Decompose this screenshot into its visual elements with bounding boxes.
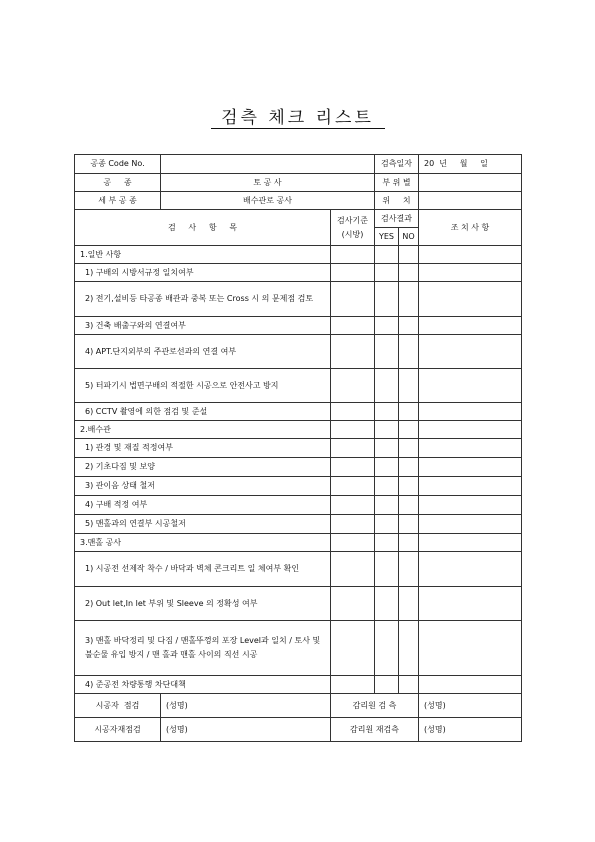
- checklist-row: [75, 403, 522, 421]
- checklist-row: [75, 369, 522, 403]
- checklist-row: [75, 587, 522, 621]
- checklist-item-text: 1) 관경 및 재질 적정여부: [75, 439, 331, 458]
- checklist-item-text: 1) 구배의 시방서규정 일치여부: [75, 264, 331, 282]
- action-cell[interactable]: [419, 335, 522, 369]
- section-title: 1.일반 사항: [75, 246, 331, 264]
- checklist-row: [75, 515, 522, 534]
- yes-cell[interactable]: [375, 246, 399, 264]
- action-cell[interactable]: [419, 587, 522, 621]
- action-cell[interactable]: [419, 458, 522, 477]
- no-cell[interactable]: [399, 403, 419, 421]
- checklist-item-text: 4) APT.단지외부의 주관로선과의 연결 여부: [75, 335, 331, 369]
- checklist-row: [75, 264, 522, 282]
- action-cell[interactable]: [419, 496, 522, 515]
- standard-cell[interactable]: [331, 676, 375, 694]
- no-cell[interactable]: [399, 587, 419, 621]
- no-cell[interactable]: [399, 621, 419, 676]
- no-cell[interactable]: [399, 458, 419, 477]
- checklist-row: [75, 335, 522, 369]
- header-standard: [331, 210, 375, 246]
- checklist-row: [75, 552, 522, 587]
- info-row-detail: [75, 192, 522, 210]
- checklist-table: [74, 154, 522, 742]
- header-items: 검 사 항 목: [75, 210, 331, 246]
- checklist-item-text: 2) 기초다짐 및 보양: [75, 458, 331, 477]
- position-value[interactable]: [419, 192, 522, 210]
- signature-row: [75, 718, 522, 742]
- standard-cell[interactable]: [331, 282, 375, 317]
- standard-cell[interactable]: [331, 317, 375, 335]
- work-value[interactable]: 토 공 사: [161, 174, 375, 192]
- standard-cell[interactable]: [331, 335, 375, 369]
- no-cell[interactable]: [399, 515, 419, 534]
- section-row: [75, 534, 522, 552]
- standard-cell[interactable]: [331, 621, 375, 676]
- checklist-row: [75, 439, 522, 458]
- checklist-item-text: 6) CCTV 촬영에 의한 점검 및 준설: [75, 403, 331, 421]
- checklist-row: [75, 496, 522, 515]
- checklist-item-text: 2) Out let,In let 부위 및 Sleeve 의 정확성 여부: [75, 587, 331, 621]
- section-row: [75, 246, 522, 264]
- section-title: 3.맨홀 공사: [75, 534, 331, 552]
- no-cell[interactable]: [399, 264, 419, 282]
- signature-value[interactable]: (성명): [419, 694, 522, 718]
- date-label: 검측일자: [375, 155, 419, 174]
- header-result: 검사결과: [375, 210, 419, 228]
- yes-cell[interactable]: [375, 335, 399, 369]
- standard-cell[interactable]: [331, 458, 375, 477]
- standard-cell[interactable]: [331, 403, 375, 421]
- yes-cell[interactable]: [375, 496, 399, 515]
- standard-cell[interactable]: [331, 477, 375, 496]
- yes-cell[interactable]: [375, 477, 399, 496]
- no-cell[interactable]: [399, 369, 419, 403]
- action-cell[interactable]: [419, 534, 522, 552]
- no-cell[interactable]: [399, 676, 419, 694]
- checklist-item-text: 4) 구배 적정 여부: [75, 496, 331, 515]
- action-cell[interactable]: [419, 439, 522, 458]
- checklist-row: [75, 477, 522, 496]
- checklist-item-text: 2) 전기,설비등 타공종 배관과 중복 또는 Cross 시 의 문제점 검토: [75, 282, 331, 317]
- action-cell[interactable]: [419, 403, 522, 421]
- yes-cell[interactable]: [375, 621, 399, 676]
- yes-cell[interactable]: [375, 458, 399, 477]
- no-cell[interactable]: [399, 421, 419, 439]
- code-label: 공종 Code No.: [75, 155, 161, 174]
- action-cell[interactable]: [419, 676, 522, 694]
- no-cell[interactable]: [399, 335, 419, 369]
- yes-cell[interactable]: [375, 421, 399, 439]
- header-no: NO: [399, 228, 419, 246]
- yes-cell[interactable]: [375, 587, 399, 621]
- standard-cell[interactable]: [331, 264, 375, 282]
- info-row-code: [75, 155, 522, 174]
- section-title: 2.배수관: [75, 421, 331, 439]
- signature-label: 감리원 재검측: [331, 718, 419, 742]
- location-label: 부 위 별: [375, 174, 419, 192]
- yes-cell[interactable]: [375, 403, 399, 421]
- yes-cell[interactable]: [375, 676, 399, 694]
- title-underline: [211, 128, 385, 129]
- checklist-item-text: 3) 관이음 상태 철저: [75, 477, 331, 496]
- detail-value[interactable]: 배수관로 공사: [161, 192, 375, 210]
- standard-cell[interactable]: [331, 439, 375, 458]
- action-cell[interactable]: [419, 369, 522, 403]
- standard-cell[interactable]: [331, 552, 375, 587]
- action-cell[interactable]: [419, 246, 522, 264]
- position-label: 위 치: [375, 192, 419, 210]
- action-cell[interactable]: [419, 421, 522, 439]
- action-cell[interactable]: [419, 477, 522, 496]
- checklist-row: [75, 282, 522, 317]
- code-value[interactable]: [161, 155, 375, 174]
- standard-cell[interactable]: [331, 515, 375, 534]
- signature-value[interactable]: (성명): [161, 718, 331, 742]
- standard-cell[interactable]: [331, 587, 375, 621]
- action-cell[interactable]: [419, 515, 522, 534]
- no-cell[interactable]: [399, 534, 419, 552]
- no-cell[interactable]: [399, 317, 419, 335]
- checklist-row: [75, 676, 522, 694]
- no-cell[interactable]: [399, 496, 419, 515]
- signature-value[interactable]: (성명): [419, 718, 522, 742]
- no-cell[interactable]: [399, 246, 419, 264]
- standard-cell[interactable]: [331, 534, 375, 552]
- no-cell[interactable]: [399, 552, 419, 587]
- signature-label: 시공자재점검: [75, 718, 161, 742]
- checklist-item-text: 4) 준공전 차량통행 차단대책: [75, 676, 331, 694]
- date-value[interactable]: 20 년 월 일: [419, 155, 522, 174]
- yes-cell[interactable]: [375, 534, 399, 552]
- column-header-row: [75, 210, 522, 228]
- yes-cell[interactable]: [375, 317, 399, 335]
- checklist-row: [75, 621, 522, 676]
- checklist-item-text: 5) 터파기시 법면구배의 적절한 시공으로 안전사고 방지: [75, 369, 331, 403]
- yes-cell[interactable]: [375, 439, 399, 458]
- checklist-row: [75, 317, 522, 335]
- page-title: 검측 체크 리스트: [221, 108, 374, 128]
- checklist-item-text: 3) 맨홀 바닥정리 및 다짐 / 맨홀뚜껑의 포장 Level과 일치 / 토사 및 불순물 유입 방지 / 맨 홀과 맨홀 사이의 직선 시공: [75, 621, 331, 676]
- header-action: 조 치 사 항: [419, 210, 522, 246]
- signature-label: 감리원 검 측: [331, 694, 419, 718]
- no-cell[interactable]: [399, 477, 419, 496]
- standard-cell[interactable]: [331, 421, 375, 439]
- yes-cell[interactable]: [375, 552, 399, 587]
- action-cell[interactable]: [419, 317, 522, 335]
- yes-cell[interactable]: [375, 282, 399, 317]
- action-cell[interactable]: [419, 621, 522, 676]
- signature-value[interactable]: (성명): [161, 694, 331, 718]
- header-standard-line1: 검사기준: [337, 215, 368, 225]
- signature-label: 시공자 점검: [75, 694, 161, 718]
- action-cell[interactable]: [419, 282, 522, 317]
- detail-label: 세 부 공 종: [75, 192, 161, 210]
- header-standard-line2: (시방): [341, 229, 364, 239]
- signature-row: [75, 694, 522, 718]
- action-cell[interactable]: [419, 552, 522, 587]
- section-row: [75, 421, 522, 439]
- standard-cell[interactable]: [331, 246, 375, 264]
- header-yes: YES: [375, 228, 399, 246]
- yes-cell[interactable]: [375, 264, 399, 282]
- yes-cell[interactable]: [375, 515, 399, 534]
- checklist-item-text: 3) 건축 배출구와의 연결여부: [75, 317, 331, 335]
- checklist-item-text: 5) 맨홀과의 연결부 시공철저: [75, 515, 331, 534]
- action-cell[interactable]: [419, 264, 522, 282]
- checklist-row: [75, 458, 522, 477]
- yes-cell[interactable]: [375, 369, 399, 403]
- standard-cell[interactable]: [331, 369, 375, 403]
- work-label: 공 종: [75, 174, 161, 192]
- standard-cell[interactable]: [331, 496, 375, 515]
- checklist-item-text: 1) 시공전 선제작 착수 / 바닥과 벽체 콘크리트 일 체여부 확인: [75, 552, 331, 587]
- no-cell[interactable]: [399, 282, 419, 317]
- location-value[interactable]: [419, 174, 522, 192]
- no-cell[interactable]: [399, 439, 419, 458]
- info-row-work: [75, 174, 522, 192]
